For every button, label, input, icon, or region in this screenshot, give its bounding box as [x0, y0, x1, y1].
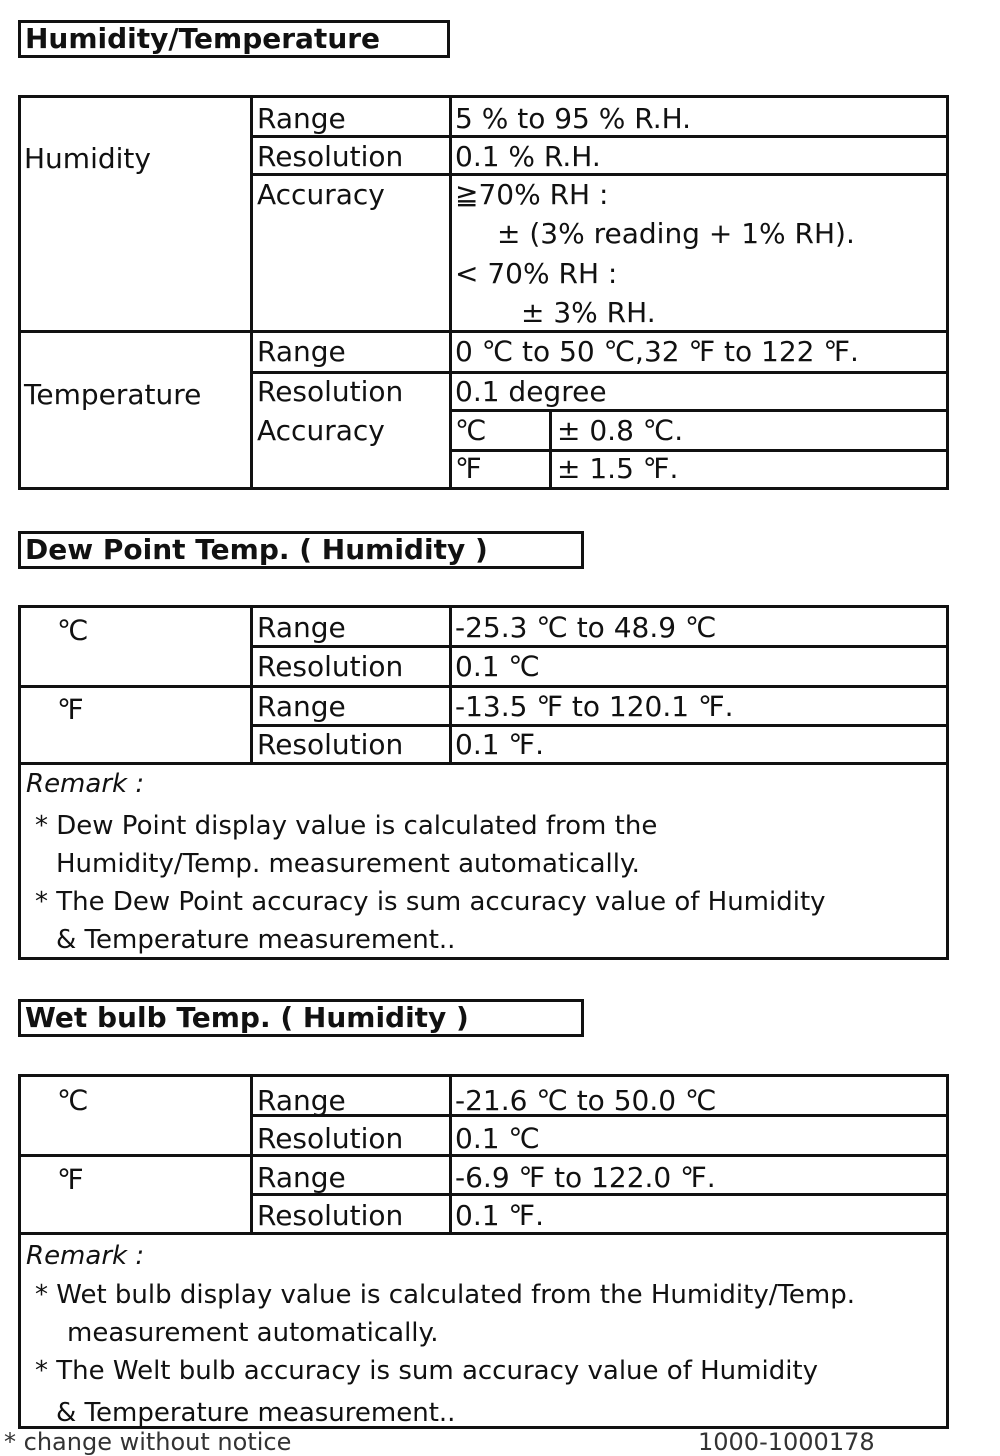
dew-point-f-range-label: Range [257, 690, 346, 723]
humidity-range-value: 5 % to 95 % R.H. [455, 102, 692, 135]
dew-point-c-resolution-value: 0.1 ℃ [455, 650, 540, 683]
wet-bulb-f-range-value: -6.9 ℉ to 122.0 ℉. [455, 1161, 716, 1194]
wet-bulb-c-range-value: -21.6 ℃ to 50.0 ℃ [455, 1084, 717, 1117]
temperature-accuracy-label: Accuracy [257, 414, 385, 447]
wet-bulb-c-resolution-value: 0.1 ℃ [455, 1122, 540, 1155]
temperature-resolution-value: 0.1 degree [455, 375, 607, 408]
dew-point-f-unit: ℉ [57, 693, 84, 726]
wet-bulb-remark-line: * Wet bulb display value is calculated from the Humidity/Temp. [35, 1280, 856, 1310]
humidity-accuracy-line: ± 3% RH. [521, 296, 656, 329]
dew-point-table [18, 605, 949, 960]
temperature-accuracy-c-unit: ℃ [455, 414, 487, 447]
humidity-accuracy-line: < 70% RH : [455, 257, 618, 290]
dew-point-remark-line: Humidity/Temp. measurement automatically. [56, 849, 640, 879]
wet-bulb-remark-line: * The Welt bulb accuracy is sum accuracy value of Humidity [35, 1356, 819, 1386]
wet-bulb-table [18, 1074, 949, 1429]
wet-bulb-remark-line: measurement automatically. [67, 1318, 439, 1348]
temperature-range-value: 0 ℃ to 50 ℃,32 ℉ to 122 ℉. [455, 335, 859, 368]
humidity-resolution-label: Resolution [257, 140, 404, 173]
wet-bulb-f-resolution-label: Resolution [257, 1199, 404, 1232]
humidity-range-label: Range [257, 102, 346, 135]
dew-point-remark-line: & Temperature measurement.. [56, 925, 456, 955]
dew-point-remark-line: * Dew Point display value is calculated from the [35, 811, 658, 841]
dew-point-c-range-value: -25.3 ℃ to 48.9 ℃ [455, 611, 717, 644]
wet-bulb-c-range-label: Range [257, 1084, 346, 1117]
humidity-resolution-value: 0.1 % R.H. [455, 140, 601, 173]
footer-left-text: * change without notice [4, 1428, 292, 1456]
dew-point-f-range-value: -13.5 ℉ to 120.1 ℉. [455, 690, 734, 723]
wet-bulb-remark-title: Remark : [26, 1241, 145, 1271]
section-title-wet-bulb: Wet bulb Temp. ( Humidity ) [18, 999, 584, 1037]
wet-bulb-remark-line: & Temperature measurement.. [56, 1398, 456, 1428]
temperature-accuracy-c-value: ± 0.8 ℃. [557, 414, 684, 447]
dew-point-c-unit: ℃ [57, 614, 89, 647]
temperature-label: Temperature [24, 378, 202, 411]
temperature-resolution-label: Resolution [257, 375, 404, 408]
footer-right-text: 1000-1000178 [698, 1428, 875, 1456]
dew-point-f-resolution-label: Resolution [257, 728, 404, 761]
dew-point-remark-title: Remark : [26, 769, 145, 799]
wet-bulb-c-resolution-label: Resolution [257, 1122, 404, 1155]
wet-bulb-f-resolution-value: 0.1 ℉. [455, 1199, 544, 1232]
temperature-accuracy-f-unit: ℉ [455, 452, 482, 485]
dew-point-c-resolution-label: Resolution [257, 650, 404, 683]
section-title-dew-point: Dew Point Temp. ( Humidity ) [18, 531, 584, 569]
humidity-label: Humidity [24, 142, 151, 175]
wet-bulb-f-range-label: Range [257, 1161, 346, 1194]
dew-point-remark-line: * The Dew Point accuracy is sum accuracy value of Humidity [35, 887, 826, 917]
wet-bulb-f-unit: ℉ [57, 1163, 84, 1196]
humidity-temperature-table [18, 95, 949, 490]
humidity-accuracy-label: Accuracy [257, 178, 385, 211]
wet-bulb-c-unit: ℃ [57, 1084, 89, 1117]
humidity-accuracy-line: ± (3% reading + 1% RH). [497, 217, 855, 250]
temperature-accuracy-f-value: ± 1.5 ℉. [557, 452, 679, 485]
temperature-range-label: Range [257, 335, 346, 368]
humidity-accuracy-line: ≧70% RH : [455, 178, 609, 211]
section-title-humidity-temperature: Humidity/Temperature [18, 20, 450, 58]
dew-point-c-range-label: Range [257, 611, 346, 644]
dew-point-f-resolution-value: 0.1 ℉. [455, 728, 544, 761]
